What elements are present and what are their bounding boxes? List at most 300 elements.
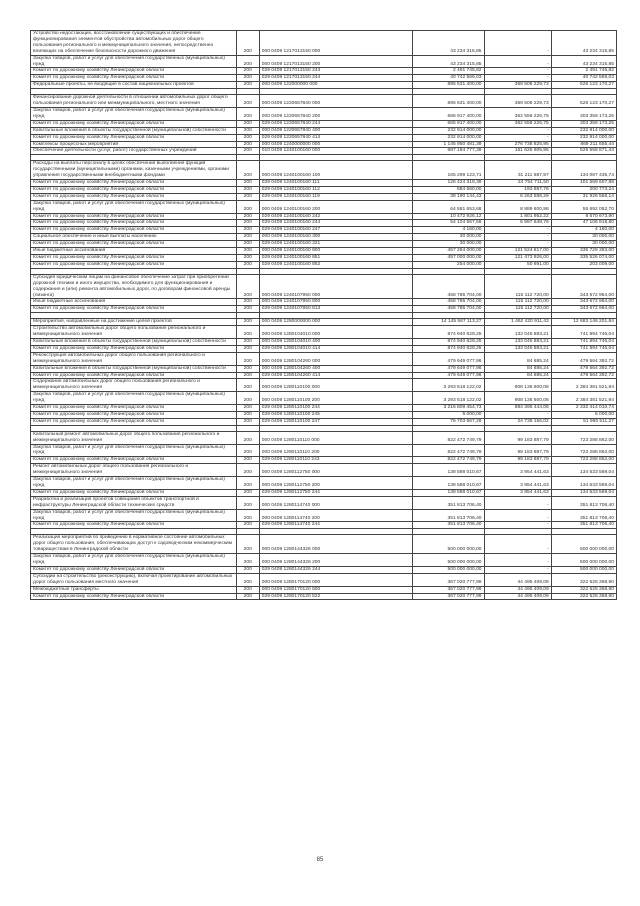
row-unexecuted-cell: 343 672 984,00 [551,299,616,306]
row-approved-cell: 500 000 000,00 [413,554,484,567]
row-unexecuted-cell: 351 813 706,40 [551,509,616,522]
row-kbk-cell: 000 0409 1280112750 200 [259,477,413,490]
row-unexecuted-cell: 343 672 984,00 [551,274,616,299]
row-kbk-cell: 000 0409 1240107950 000 [259,274,413,299]
row-name-cell: Мероприятия, направленные на достижение целей проектов [31,319,237,326]
row-unexecuted-cell: 343 672 984,00 [551,306,616,313]
row-executed-cell: 161 625 905,95 [484,148,551,155]
row-name-cell: Комитет по дорожному хозяйству Ленинградской области [31,372,237,379]
table-row [31,31,617,56]
row-name-cell: Межбюджетные трансферты [31,586,237,593]
row-approved-cell: 10 472 926,12 [413,213,484,220]
table-row [31,161,617,180]
row-approved-cell: 3 216 809 454,73 [413,405,484,412]
row-name-cell: Комитет по дорожному хозяйству Ленинградской области [31,405,237,412]
table-row [31,573,617,586]
table-row [31,274,617,299]
row-name-cell: Комитет по дорожному хозяйству Ленинградской области [31,306,237,313]
row-approved-cell: 38 190 144,43 [413,193,484,200]
row-code-cell: 200 [236,31,259,56]
row-name-cell: Комитет по дорожному хозяйству Ленинградской области [31,418,237,425]
row-code-cell: 200 [236,535,259,554]
row-kbk-cell: 029 0409 1240100160 321 [259,241,413,248]
row-kbk-cell: 029 0409 1240100160 247 [259,227,413,234]
row-kbk-cell: 000 0409 1220657840 400 [259,127,413,134]
table-row [31,234,617,241]
table-row [31,379,617,392]
row-kbk-cell: 000 0409 1280112750 000 [259,464,413,477]
row-kbk-cell: 029 0409 1240100160 111 [259,180,413,187]
row-approved-cell: 458 785 704,00 [413,306,484,313]
row-code-cell: 200 [236,593,259,600]
row-name-cell: Субсидии на строительство (реконструкцию), включая проектирование автомобильных дорог общего пользования местного значения [31,573,237,586]
row-code-cell: 200 [236,338,259,345]
table-row [31,107,617,120]
row-executed-cell: 121 473 926,00 [484,255,551,262]
row-unexecuted-cell: 479 564 392,72 [551,372,616,379]
budget-table [30,30,617,600]
row-approved-cell: 665 917 400,00 [413,107,484,120]
row-approved-cell: 43 234 315,85 [413,31,484,56]
row-unexecuted-cell: 2 332 414 010,74 [551,405,616,412]
table-row [31,444,617,457]
row-name-cell: Капитальный ремонт автомобильных дорог общего пользования регионального и межмуниципального значения [31,431,237,444]
row-unexecuted-cell: 322 525 368,90 [551,573,616,586]
row-kbk-cell: 000 0409 1280104260 400 [259,365,413,372]
row-approved-cell: 3 293 518 122,02 [413,379,484,392]
row-approved-cell: 457 000 000,00 [413,255,484,262]
row-name-cell: Комитет по дорожному хозяйству Ленинградской области [31,68,237,75]
page-number: 85 [316,857,324,863]
row-code-cell: 200 [236,261,259,268]
row-name-cell: Строительство автомобильных дорог общего пользования регионального и межмуниципального значения [31,326,237,339]
row-executed-cell: 24 754 711,50 [484,180,551,187]
row-unexecuted-cell: 30 000,00 [551,241,616,248]
row-kbk-cell: 000 0409 1240100160 800 [259,248,413,255]
row-unexecuted-cell: 526 123 170,27 [551,95,616,108]
row-executed-cell: 115 112 720,00 [484,274,551,299]
table-row [31,489,617,496]
table-row [31,75,617,82]
row-executed-cell: - [484,234,551,241]
row-code-cell: 200 [236,120,259,127]
row-name-cell: Комитет по дорожному хозяйству Ленинградской области [31,255,237,262]
row-code-cell: 200 [236,365,259,372]
row-kbk-cell: 000 0409 1280110100 200 [259,392,413,405]
row-code-cell: 200 [236,306,259,313]
row-name-cell: Капитальные вложения в объекты государственной (муниципальной) собственности [31,338,237,345]
table-row [31,241,617,248]
row-name-cell: Закупка товаров, работ и услуг для обеспечения государственных (муниципальных) нужд [31,107,237,120]
table-row [31,326,617,339]
row-approved-cell: 5 000,00 [413,411,484,418]
row-kbk-cell: 010 0409 1240100160 000 [259,148,413,155]
row-name-cell: Капитальные вложения в объекты государственной (муниципальной) собственности [31,127,237,134]
row-approved-cell: 64 581 653,68 [413,200,484,213]
row-kbk-cell: 029 0409 1217013150 243 [259,68,413,75]
row-kbk-cell: 029 0409 1280144326 244 [259,566,413,573]
table-row [31,148,617,155]
row-kbk-cell: 000 0409 122000000 000 [259,82,413,89]
table-row [31,134,617,141]
row-name-cell: Комитет по дорожному хозяйству Ленинградской области [31,593,237,600]
row-executed-cell: 50 691,00 [484,261,551,268]
row-unexecuted-cell: 741 894 746,04 [551,338,616,345]
row-executed-cell: - [484,241,551,248]
table-row [31,535,617,554]
table-row [31,120,617,127]
table-row [31,496,617,509]
row-code-cell: 200 [236,411,259,418]
row-unexecuted-cell: 31 926 556,14 [551,193,616,200]
row-unexecuted-cell: 303 359 173,25 [551,107,616,120]
row-unexecuted-cell: 232 914 000,00 [551,127,616,134]
row-approved-cell: 254 000,00 [413,261,484,268]
row-unexecuted-cell: 12 683 146 201,84 [551,319,616,326]
table-row [31,457,617,464]
row-kbk-cell: 000 0409 1280104010 000 [259,326,413,339]
row-executed-cell: 884 395 444,06 [484,405,551,412]
row-executed-cell: - [484,55,551,68]
row-name-cell: Комитет по дорожному хозяйству Ленинградской области [31,457,237,464]
row-name-cell: Комитет по дорожному хозяйству Ленинградской области [31,186,237,193]
row-approved-cell: 30 000,00 [413,234,484,241]
row-name-cell: Комитет по дорожному хозяйству Ленинградской области [31,489,237,496]
row-executed-cell: - [484,127,551,134]
row-executed-cell: 908 136 600,08 [484,379,551,392]
row-unexecuted-cell: 500 000 000,00 [551,566,616,573]
row-unexecuted-cell: 303 359 173,25 [551,120,616,127]
row-code-cell: 200 [236,352,259,365]
row-name-cell: Разработка и реализация проектов совещания объектов транспортной и инфраструктуры Ленинградской области технических средств [31,496,237,509]
row-executed-cell: 24 738 156,02 [484,418,551,425]
row-executed-cell: 1 462 420 911,43 [484,319,551,326]
row-unexecuted-cell: 869 211 655,44 [551,141,616,148]
row-kbk-cell: 000 0409 1240000000 000 [259,141,413,148]
row-executed-cell: 3 954 441,63 [484,464,551,477]
row-executed-cell: - [484,68,551,75]
row-code-cell: 200 [236,457,259,464]
row-kbk-cell: 029 0409 1280110100 247 [259,418,413,425]
row-kbk-cell: 029 0409 1280170120 522 [259,593,413,600]
row-code-cell: 200 [236,464,259,477]
row-code-cell: 200 [236,345,259,352]
row-name-cell: Ремонт автомобильных дорог общего пользования регионального и межмуниципального значения [31,464,237,477]
row-kbk-cell: 029 0409 1240100160 244 [259,220,413,227]
row-unexecuted-cell: 30 000,00 [551,234,616,241]
row-executed-cell: 84 685,24 [484,365,551,372]
row-executed-cell: 1 801 952,22 [484,213,551,220]
row-kbk-cell: 000 0409 1280110110 200 [259,444,413,457]
row-name-cell: Комитет по дорожному хозяйству Ленинградской области [31,134,237,141]
row-name-cell: Комитет по дорожному хозяйству Ленинградской области [31,345,237,352]
row-unexecuted-cell: 2 491 745,82 [551,68,616,75]
row-unexecuted-cell: 232 914 000,00 [551,134,616,141]
row-kbk-cell: 000 0409 1280114740 000 [259,496,413,509]
row-approved-cell: 232 914 000,00 [413,127,484,134]
row-kbk-cell: 029 0409 1280104260 414 [259,372,413,379]
row-approved-cell: 126 424 319,38 [413,180,484,187]
row-kbk-cell: 029 0409 1280112750 244 [259,489,413,496]
row-executed-cell: 8 889 600,98 [484,200,551,213]
row-kbk-cell: 029 0409 1280104010 414 [259,345,413,352]
row-name-cell: Расходы на выплаты персоналу в целях обеспечения выполнения функций государственными (муниципальными) органами, казенными учреждениями, органами управления государственными внебюджетными фондами [31,161,237,180]
row-code-cell: 200 [236,241,259,248]
row-code-cell: 200 [236,274,259,299]
row-approved-cell: 895 631 400,00 [413,95,484,108]
table-row [31,411,617,418]
row-unexecuted-cell: 741 894 746,04 [551,326,616,339]
row-code-cell: 200 [236,554,259,567]
row-code-cell: 200 [236,213,259,220]
row-executed-cell: - [484,554,551,567]
table-row [31,509,617,522]
row-executed-cell: 99 183 887,79 [484,444,551,457]
row-kbk-cell: 000 0409 1240100160 200 [259,200,413,213]
budget-page [30,30,617,600]
row-name-cell: Закупка товаров, работ и услуг для обеспечения государственных (муниципальных) нужд [31,444,237,457]
row-approved-cell: 874 940 629,25 [413,345,484,352]
row-executed-cell: 6 263 588,29 [484,193,551,200]
table-row [31,127,617,134]
row-approved-cell: 367 020 777,99 [413,573,484,586]
row-code-cell: 200 [236,234,259,241]
table-row [31,319,617,326]
table-row [31,299,617,306]
row-unexecuted-cell: 351 813 706,40 [551,522,616,529]
row-executed-cell: 133 045 883,21 [484,338,551,345]
row-executed-cell: 31 211 687,97 [484,161,551,180]
row-name-cell: Комитет по дорожному хозяйству Ленинградской области [31,180,237,187]
budget-table-body [31,31,617,600]
row-executed-cell: 84 685,24 [484,372,551,379]
row-name-cell: Комитет по дорожному хозяйству Ленинградской области [31,227,237,234]
table-row [31,586,617,593]
row-executed-cell: - [484,31,551,56]
row-unexecuted-cell: 322 525 368,90 [551,593,616,600]
row-executed-cell: - [484,535,551,554]
table-row [31,180,617,187]
row-kbk-cell: 000 0409 1280104010 400 [259,338,413,345]
row-unexecuted-cell: 200 773,24 [551,186,616,193]
row-name-cell: Комитет по дорожному хозяйству Ленинградской области [31,566,237,573]
table-row [31,200,617,213]
row-kbk-cell: 029 0409 1280110100 244 [259,405,413,412]
row-code-cell: 200 [236,566,259,573]
row-unexecuted-cell: 479 564 392,72 [551,365,616,372]
row-kbk-cell: 029 0409 1220657840 414 [259,134,413,141]
table-row [31,338,617,345]
row-executed-cell: 99 183 887,79 [484,457,551,464]
row-code-cell: 200 [236,418,259,425]
row-code-cell: 200 [236,180,259,187]
row-name-cell: Закупка товаров, работ и услуг для обеспечения государственных (муниципальных) нужд [31,392,237,405]
row-code-cell: 200 [236,186,259,193]
row-unexecuted-cell: 335 526 074,00 [551,255,616,262]
row-approved-cell: 4 160,00 [413,227,484,234]
row-unexecuted-cell: 4 160,00 [551,227,616,234]
row-executed-cell: 115 112 720,00 [484,306,551,313]
row-code-cell: 200 [236,95,259,108]
row-approved-cell: 232 914 000,00 [413,134,484,141]
row-code-cell: 200 [236,141,259,148]
row-name-cell: Закупка товаров, работ и услуг для обеспечения государственных (муниципальных) нужд [31,55,237,68]
row-approved-cell: 54 104 567,56 [413,220,484,227]
row-approved-cell: 30 000,00 [413,241,484,248]
row-code-cell: 200 [236,248,259,255]
table-row [31,213,617,220]
row-kbk-cell: 000 0409 1280104260 000 [259,352,413,365]
table-row [31,477,617,490]
row-unexecuted-cell: 741 894 746,04 [551,345,616,352]
row-code-cell: 200 [236,326,259,339]
row-kbk-cell: 000 0409 1280170120 500 [259,586,413,593]
row-executed-cell: 369 508 229,73 [484,95,551,108]
row-name-cell: Реализация мероприятий по приведению в нормативное состояние автомобильных дорог общего пользования, обеспечивающих доступ к садоводческим некоммерческим товариществам в Ленинградской области [31,535,237,554]
row-unexecuted-cell: 134 633 569,04 [551,477,616,490]
row-unexecuted-cell: 51 965 511,27 [551,418,616,425]
table-row [31,431,617,444]
row-code-cell: 200 [236,573,259,586]
row-unexecuted-cell: 723 288 862,00 [551,444,616,457]
row-executed-cell: 3 954 441,63 [484,477,551,490]
table-row [31,593,617,600]
table-row [31,566,617,573]
row-kbk-cell: 029 0409 1240100160 851 [259,255,413,262]
row-code-cell: 200 [236,522,259,529]
row-code-cell: 200 [236,372,259,379]
row-approved-cell: 76 703 667,29 [413,418,484,425]
row-kbk-cell: 029 0409 1220657840 244 [259,120,413,127]
row-kbk-cell: 029 0409 1240100160 119 [259,193,413,200]
row-name-cell: Комитет по дорожному хозяйству Ленинградской области [31,193,237,200]
row-name-cell: Закупка товаров, работ и услуг для обеспечения государственных (муниципальных) нужд [31,477,237,490]
row-approved-cell: 874 940 629,25 [413,338,484,345]
row-code-cell: 200 [236,299,259,306]
row-name-cell: Капитальные вложения в объекты государственной (муниципальной) собственности [31,365,237,372]
row-executed-cell: 6 997 648,76 [484,220,551,227]
row-approved-cell: 165 299 123,71 [413,161,484,180]
row-unexecuted-cell: 40 742 569,03 [551,75,616,82]
row-executed-cell: - [484,522,551,529]
row-kbk-cell: 000 0409 1220657840 000 [259,95,413,108]
row-approved-cell: 138 588 010,67 [413,464,484,477]
row-kbk-cell: 029 0409 1240100160 852 [259,261,413,268]
row-unexecuted-cell: 500 000 000,00 [551,554,616,567]
row-name-cell: Федеральные проекты, не входящие в состав национальных проектов [31,82,237,89]
row-executed-cell: 99 183 887,79 [484,431,551,444]
row-code-cell: 200 [236,489,259,496]
table-row [31,82,617,89]
row-executed-cell: 3 954 441,63 [484,489,551,496]
row-approved-cell: 665 917 400,00 [413,120,484,127]
row-executed-cell: 369 508 229,73 [484,82,551,89]
row-code-cell: 200 [236,496,259,509]
row-name-cell: Комитет по дорожному хозяйству Ленинградской области [31,75,237,82]
row-kbk-cell: 000 0409 1217013150 000 [259,31,413,56]
row-unexecuted-cell: 500 000 000,00 [551,535,616,554]
table-row [31,220,617,227]
row-name-cell: Реконструкция автомобильных дорог общего пользования регионального и межмуниципального значения [31,352,237,365]
row-kbk-cell: 029 0409 1280114740 244 [259,522,413,529]
row-code-cell: 200 [236,319,259,326]
row-unexecuted-cell: 43 234 315,85 [551,55,616,68]
table-row [31,55,617,68]
row-approved-cell: 2 491 745,82 [413,68,484,75]
table-row [31,392,617,405]
table-row [31,345,617,352]
row-unexecuted-cell: 2 384 381 521,94 [551,392,616,405]
row-unexecuted-cell: 43 234 315,85 [551,31,616,56]
row-executed-cell: - [484,227,551,234]
row-approved-cell: 822 472 749,79 [413,444,484,457]
row-kbk-cell: 000 0409 1217013150 200 [259,55,413,68]
row-name-cell: Устройство недостающих, восстановление существующих и обеспечение функционирования элементов обустройства автомобильных дорог общего пользования регионального и межмуниципального значения, непосредственно влияющих на обеспечение безопасности дорожного движения [31,31,237,56]
table-row [31,255,617,262]
row-name-cell: Содержание автомобильных дорог общего пользования регионального и межмуниципального значения [31,379,237,392]
row-unexecuted-cell: 723 288 862,00 [551,457,616,464]
row-approved-cell: 351 813 706,40 [413,496,484,509]
row-unexecuted-cell: 5 000,00 [551,411,616,418]
row-kbk-cell: 029 0409 1240100160 242 [259,213,413,220]
row-executed-cell: - [484,134,551,141]
row-unexecuted-cell: 8 670 973,90 [551,213,616,220]
row-approved-cell: 895 631 400,00 [413,82,484,89]
row-approved-cell: 138 588 010,67 [413,477,484,490]
row-executed-cell: 115 112 720,00 [484,299,551,306]
row-approved-cell: 458 785 704,00 [413,274,484,299]
row-executed-cell: 362 558 226,75 [484,120,551,127]
row-executed-cell: 121 524 617,00 [484,248,551,255]
row-unexecuted-cell: 47 106 918,80 [551,220,616,227]
row-code-cell: 200 [236,255,259,262]
row-unexecuted-cell: 134 633 569,04 [551,464,616,477]
row-kbk-cell: 000 0409 1220657840 200 [259,107,413,120]
table-row [31,554,617,567]
row-unexecuted-cell: 2 384 381 521,94 [551,379,616,392]
row-kbk-cell: 000 0409 1240100160 100 [259,161,413,180]
row-kbk-cell: 029 0409 1280110100 245 [259,411,413,418]
row-code-cell: 200 [236,586,259,593]
row-unexecuted-cell: 55 692 052,70 [551,200,616,213]
row-name-cell: Социальное обеспечение и иные выплаты населению [31,234,237,241]
table-row [31,306,617,313]
table-row [31,248,617,255]
table-row [31,418,617,425]
row-approved-cell: 479 649 077,96 [413,365,484,372]
table-row [31,464,617,477]
table-row [31,95,617,108]
row-unexecuted-cell: 479 564 392,72 [551,352,616,365]
row-code-cell: 200 [236,392,259,405]
row-kbk-cell: 000 0409 1280110110 000 [259,431,413,444]
row-code-cell: 200 [236,148,259,155]
row-name-cell: Комитет по дорожному хозяйству Ленинградской области [31,241,237,248]
row-code-cell: 200 [236,193,259,200]
table-row [31,352,617,365]
row-executed-cell: 362 558 226,75 [484,107,551,120]
row-approved-cell: 14 145 567 113,27 [413,319,484,326]
row-code-cell: 200 [236,444,259,457]
row-unexecuted-cell: 525 558 871,44 [551,148,616,155]
table-row [31,141,617,148]
row-code-cell: 200 [236,200,259,213]
row-executed-cell: 44 495 409,09 [484,593,551,600]
row-approved-cell: 40 742 569,03 [413,75,484,82]
row-kbk-cell: 000 0409 1280170120 000 [259,573,413,586]
row-unexecuted-cell: 526 123 170,27 [551,82,616,89]
row-executed-cell: 193 887,76 [484,186,551,193]
